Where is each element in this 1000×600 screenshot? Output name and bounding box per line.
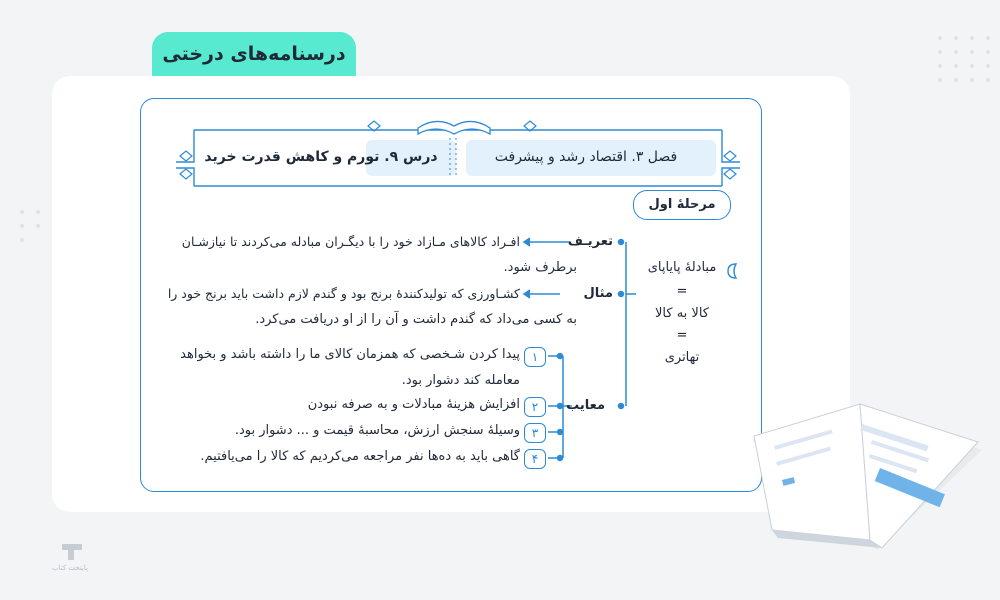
term-tahatori: تهاتری <box>664 350 700 365</box>
disadvantages-label: معایب <box>566 398 605 413</box>
example-line: کشـاورزی که تولیدکنندهٔ برنج بود و گندم لازم داشت باید برنج خود را <box>167 286 520 301</box>
item-number: ۲ <box>524 397 546 417</box>
term-barter: مبادلهٔ پایاپای <box>647 260 717 275</box>
section-tag: درسنامه‌های درختی <box>152 32 356 76</box>
item-number: ۴ <box>524 449 546 469</box>
term-goods-for-goods: کالا به کالا <box>655 306 709 321</box>
definition-label: تعریـف <box>567 234 613 249</box>
lesson-title: درس ۹. تورم و کاهش قدرت خرید <box>204 149 438 165</box>
equals-sign: = <box>676 284 688 299</box>
stage-label: مرحلهٔ اول <box>633 190 731 220</box>
disadvantage-line: معامله کند دشوار بود. <box>401 373 520 388</box>
definition-line: افـراد کالاهای مـازاد خود را با دیگـران مبادله می‌کردند تا نیازشـان <box>181 234 520 249</box>
disadvantage-line: پیدا کردن شـخصی که همزمان کالای ما را داشته باشد و بخواهد <box>180 347 520 362</box>
item-number: ۱ <box>524 347 546 367</box>
disadvantage-line: وسیلهٔ سنجش ارزش، محاسبهٔ قیمت و ... دشوار بود. <box>234 423 520 438</box>
logo-text: پایتخت کتاب <box>52 564 88 572</box>
disadvantage-line: افزایش هزینهٔ مبادلات و به صرفه نبودن <box>307 397 520 412</box>
disadvantage-line: گاهی باید به ده‌ها نفر مراجعه می‌کردیم که کالا را می‌یافتیم. <box>200 449 520 464</box>
definition-line: برطرف شود. <box>503 260 577 275</box>
central-term <box>640 260 724 275</box>
example-label: مثال <box>583 286 613 301</box>
chapter-title: فصل ۳. اقتصاد رشد و پیشرفت <box>494 149 678 165</box>
example-line: به کسی می‌داد که گندم داشت و آن را از او دریافت می‌کرد. <box>255 312 577 327</box>
item-number: ۳ <box>524 423 546 443</box>
book-illustration <box>742 380 992 580</box>
logo-icon <box>58 540 86 564</box>
equals-sign: = <box>676 328 688 343</box>
